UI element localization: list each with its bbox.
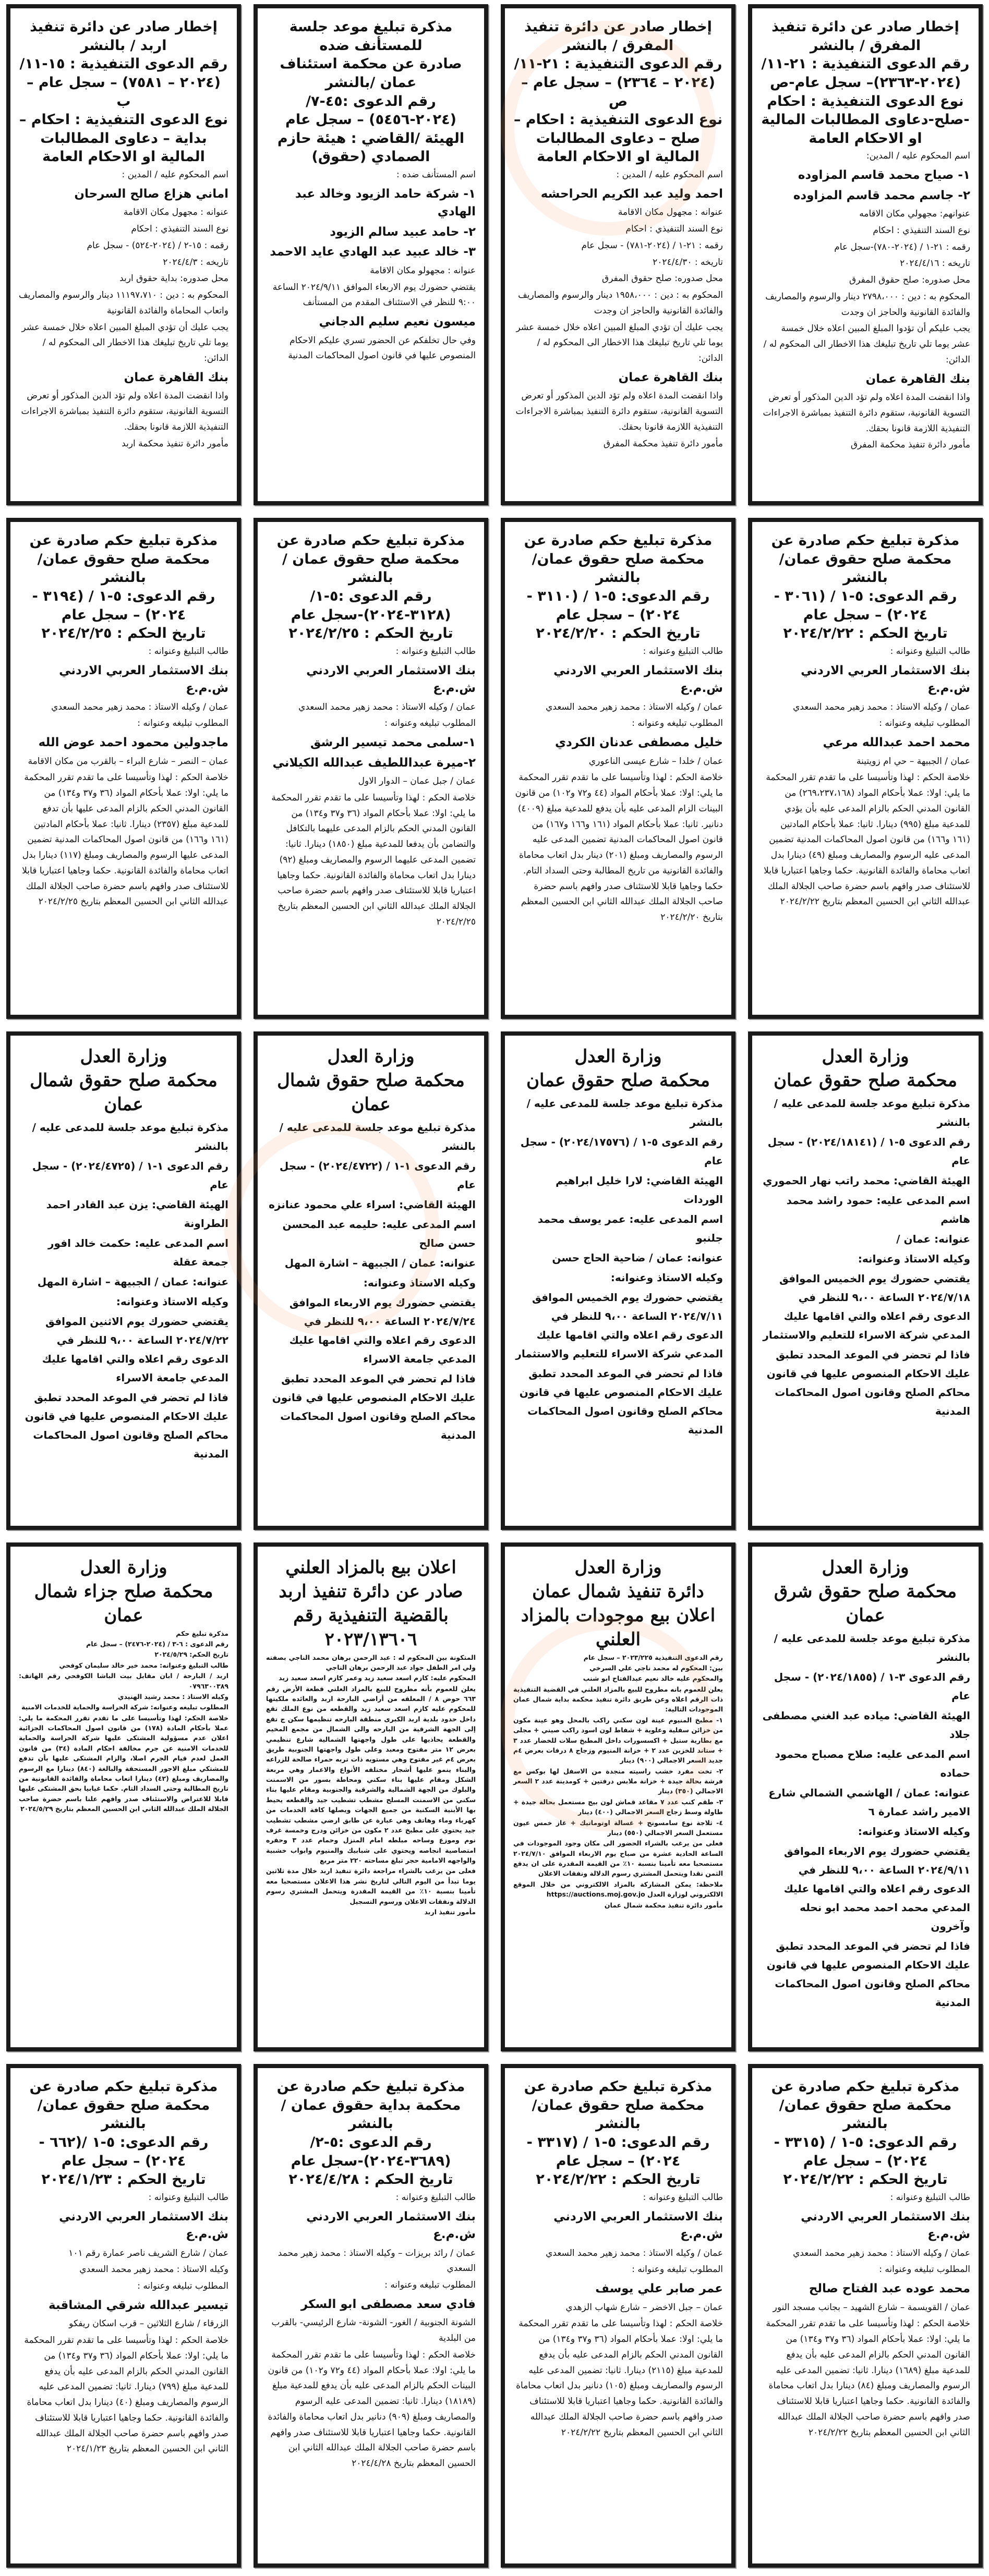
notice-heading: نوع الدعوى التنفيذية : احكام – صلح – دعاوى المطالبات المالية او الاحكام العامة [513,112,723,165]
notice-text: اسم المدعى عليه: عمر يوسف محمد جلنبو [537,1212,723,1244]
notice-text: يقتضي حضورك يوم الاثنين الموافق ٢٠٢٤/٧/٢٢ الساعة ٩،٠٠ للنظر في الدعوى رقم اعلاه والتي اقامها عليك المدعي جامعة الاسراء [42,1315,228,1384]
notice-party-name: محمد احمد عبدالله مرعي [823,736,970,749]
notice-heading: تاريخ الحكم : ٢٠٢٤/٢/٢٢ [783,625,948,642]
notice-text: خلاصة الحكم : لهذا وتأسيسا على ما تقدم تقرر المحكمة ما يلي: اولا: عملا بأحكام المواد (٤٤ و٧٢ و١٠٢) من قانون البينات الزام المدعى عليه بأن يدفع للمدعية مبلغ (٤٠٠٩) دنانير. ثانيا: عملا بأحكام المواد (١٦١ و١٦٦ و١٦٧) من قانون اصول المحاكمات المدنية تضمين المدعى عليه الرسوم والمصاريف ومبلغ (٢٠١) دينار بدل اتعاب محاماة والفائدة القانونية من تاريخ المطالبة وحتى السداد التام. حكما وجاهيا قابلا للاستئناف صدر وافهم باسم حضرة صاحب الجلالة الملك عبدالله الثاني ابن الحسين المعظم بتاريخ ٢٠٢٤/٢/٢٠ [515,772,723,922]
notice-heading: رقم الدعوى التنفيذية : ٢١-١١/ (٢٠٢٤-٢٣٦٣)– سجل عام-ص [761,56,970,91]
notice-small-text: يعلن للعموم بأنه مطروح للبيع بالمزاد العلني قطعة الأرض رقم ٦٦٣ حوض ٨ / المعلقه من أراضي البارحة اربد والعائده ملكيتها للمحكوم عليه كازم اسعد سعيد زيد والقطعه من نوع الملك تقع داخل حدود بلدية اربد الكبرى منطقة البارحه تنظيمها سكن ج تقع إلى الجهة الشرقية من البارحه والى الشمال من مجمع المخيم والقطعة يحاذيها على طول واجهتها الشمالية شارع تنظيمي بعرض ١٢ متر مفتوح ومعبد وعلى طول واجهتها الجنوبية طريق بعرض ٤م غير مفتوح وهي مستويه ذات تربه حمراء صالحة للزراعه والبناء ينمو عليها أشجار مختلفه الأنواع والاعمار وهي مربعة الشكل ومقام عليها بناء سكني ومحاطة بسور من الاسمنت والبلوك من الجهة الشمالية والشرقية والجنوبية ومقام عليها بناء سكني من الاسمنت المسلح مشطب تشطيب جيد والقطعه يحيط بها الأبنية السكنية من جميع الجهات ويصلها كافة الخدمات من كهرباء وماء وهاتف وهي عبارة عن طابق ارضي مشطب تشطيب جيد يحتوي على مطبخ عدد ٢ مكون من خزائن ودرج وخمسة غرف نوم وموزع وساحه مبلطه امام المنزل وحمام عدد ٣ وحفره امتصاصية انجاصه ويحتوي على شبابيك والمنيوم وابواب خشبية والواجهه الامامية حجر تبلغ مساحته ٢٢٠ متر مربع [266,1684,476,1865]
legal-notice [501,1031,735,1530]
notice-party-name: ٣- خالد عبيد عبد الهادي عايد الاحمد [270,245,476,259]
notice-text: يقتضي حضورك يوم الاربعاء الموافق ٢٠٢٤/٩/١١ الساعة ٩،٠٠ للنظر في الدعوى رقم اعلاه والتي اقامها عليك المدعي محمد احمد محمد ابو نحله وآخرون [783,1844,970,1933]
notice-text: عمان / الجبيهة – حي ام زويتينة [857,756,970,767]
notice-party-name: خليل مصطفى عدنان الكردي [554,736,723,749]
notice-text: فاذا لم تحضر في الموعد المحدد تطبق عليك الاحكام المنصوص عليها في قانون محاكم الصلح وقانون اصول المحاكمات المدنية [25,1391,228,1460]
notice-cell [495,514,742,1027]
notice-text: المطلوب تبليغه وعنوانه : [879,718,970,729]
notice-text: مذكرة تبليغ موعد جلسة للمدعى عليه / بالنشر [774,1097,970,1128]
notice-heading: نوع الدعوى التنفيذية : احكام – بداية – دعاوى المطالبات المالية او الاحكام العامة [19,112,228,165]
legal-notice [254,2064,488,2568]
notice-text: عمان / وكيله الاستاذ : محمد زهير محمد السعدي [793,701,970,712]
notice-small-text: مذكرة تبليغ حكم [176,1629,228,1637]
notice-small-text: تاريخ الحكم: ٢٠٢٤/٥/٢٩ [154,1650,228,1659]
notice-text: طالب التبليغ وعنوانه : [643,646,723,657]
notice-heading: مذكرة تبليغ حكم صادرة عن محكمة صلح حقوق عمان/بالنشر [524,532,713,586]
notice-heading: رقم الدعوى :٥-٢/ (٣٦٨٩-٢٠٢٤)-سجل عام [291,2134,451,2169]
notice-party-name: بنك القاهرة عمان [865,372,970,386]
notice-text: وكيله الاستاذ : محمد زهير محمد السعدي [79,2264,228,2275]
notice-text: خلاصة الحكم : لهذا وتأسيسا على ما تقدم تقرر المحكمة ما يلي: اولا: عملا بأحكام المواد (٣٦ و٣٧ و١٣٤) من القانون المدني الحكم بالزام المدعى عليها بأن تدفع للمدعية مبلغ (٢٣٥٧) دينارا. ثانيا: عملا بأحكام المادتين (١٦١ و١٦٦) من قانون اصول المحاكمات المدنية تضمين المدعى عليها الرسوم والمصاريف ومبلغ (١١٧) دينارا بدل اتعاب محاماة والفائدة القانونية. حكما وجاهيا اعتباريا قابلا للاستئناف صدر وافهم باسم حضرة صاحب الجلالة الملك عبدالله الثاني ابن الحسين المعظم بتاريخ ٢٠٢٤/٢/٢٥ [22,772,228,907]
notice-party-name: ١-سلمى محمد تيسير الرشق [310,736,476,749]
notice-text: رقمه : ٢١-١ / (٢٠٢٤-٧٨٠)-سجل عام [834,241,970,252]
notice-party-name: بنك القاهرة عمان [618,370,723,384]
notice-text: فاذا لم تحضر في الموعد المحدد تطبق عليك الاحكام المنصوص عليها في قانون محاكم الصلح وقانون اصول المحاكمات المدنية [272,1372,476,1441]
notice-text: محل صدوره: صلح حقوق المفرق [602,273,723,284]
notice-party-name: بنك الاستثمار العربي الاردني ش.م.ع [59,663,228,695]
notice-text: مأمور دائرة تنفيذ محكمة المفرق [850,440,970,451]
notice-text: رقم الدعوى ١-١ / (٢٠٢٤/٤٧٢٥) - سجل عام [32,1159,228,1191]
notice-text: عمان – جبل الاخضر – شارع شهاب الزهدي [565,2302,723,2313]
notice-party-name: بنك الاستثمار العربي الاردني ش.م.ع [553,663,723,695]
notice-text: محل صدوره: صلح حقوق المفرق [849,275,970,286]
notice-text: عنوانه : مجهولو مكان الاقامة [370,265,476,276]
notice-cell [0,1538,247,2060]
notice-text: الهيئة القاضي: يزن عبد القادر احمد الطراونة [46,1198,228,1230]
notice-title: اعلان بيع موجودات بالمزاد العلني [521,1605,716,1650]
notice-small-text: ٤- ثلاجة نوع سامسونج + غسالة اوتوماتيك + غاز خمس عيون مستعمل السعر الاجمالي (٥٥٠) دينار [513,1818,723,1837]
notice-text: عمان / وكيله الاستاذ : محمد زهير محمد السعدي [298,701,476,712]
notice-small-text: المحكوم عليه: كازم اسعد سعيد زيد وعمر كازم اسعد سعيد زيد [279,1674,476,1682]
notice-party-name: ماجدولين محمود احمد عوض الله [38,736,228,749]
notice-heading: رقم الدعوى: ٥-١ / (٣١١٠ - ٢٠٢٤) – سجل عام [526,588,710,623]
notice-title: محكمة صلح حقوق عمان [526,1070,710,1091]
legal-notice [6,2064,241,2568]
notice-small-text: اربد / البارحة / ابان مقابل بيت الباشا الكوفحي رقم الهاتف: ٠٧٩٦٣٠٠٣٨٩ [19,1672,228,1690]
notice-text: طالب التبليغ وعنوانه : [890,2192,970,2203]
legal-notice [748,518,983,1019]
notice-text: الزرقاء / شارع الثلاثين – قرب اسكان ريفكو [69,2318,228,2329]
legal-notice [748,4,983,505]
notice-cell [742,0,989,514]
notice-text: محل صدوره: بداية حقوق اربد [119,273,228,284]
legal-notice [6,4,241,505]
notice-heading: تاريخ الحكم : ٢٠٢٤/١/٢٣ [41,2171,206,2188]
notice-cell [247,514,495,1027]
notice-text: المطلوب تبليغه وعنوانه : [632,2264,723,2275]
legal-notice [254,1542,488,2051]
notice-text: رقمه : ٢١-١ / (٢٠٢٤-٧٨١) - سجل عام [581,240,723,251]
notice-text: نوع السند التنفيذي : احكام [873,225,970,236]
notice-title: وزارة العدل [822,1046,909,1067]
notice-text: يقتضي حضورك يوم الخميس الموافق ٢٠٢٤/٧/١١ الساعة ٩،٠٠ للنظر في الدعوى رقم اعلاه والتي اقامها عليك المدعي شركة الاسراء للتعليم والاستثمار [515,1291,723,1360]
notice-heading: رقم الدعوى: ٥-١ / (٣١٩٤ - ٢٠٢٤) – سجل عام [32,588,215,623]
notice-title: وزارة العدل [574,1046,662,1067]
notice-text: اسم المدعى عليه: حكمت خالد افور جمعة عقلة [48,1236,228,1268]
notice-title: وزارة العدل [822,1557,909,1578]
notice-text: وفي حال تخلفكم عن الحضور تسري عليكم الاحكام المنصوص عليها في قانون اصول المحاكمات المدنية [288,335,476,361]
notice-party-name: محمد عوده عبد الفتاح صالح [809,2282,970,2295]
notice-text: خلاصة الحكم : لهذا وتأسيسا على ما تقدم تقرر المحكمة ما يلي: اولا: عملا بأحكام المواد (٤٤ و٧٢ و١٠٢) من قانون البينات الحكم بالزام المدعى عليه بأن يدفع للمدعية مبلغ (١٨١٨٩) دينارا. ثانيا: تضمين المدعى عليه الرسوم والمصاريف ومبلغ (٩٠٩) دنانير بدل اتعاب محاماة والفائدة القانونية. حكما وجاهيا اعتباريا قابلا للاستئناف صدر وافهم باسم حضرة صاحب الجلالة الملك عبدالله الثاني ابن الحسين المعظم بتاريخ ٢٠٢٤/٤/٢٨ [268,2349,476,2469]
notice-party-name: بنك الاستثمار العربي الاردني ش.م.ع [59,2209,228,2241]
notice-title: محكمة صلح حقوق شمال عمان [30,1070,218,1115]
notice-text: المطلوب تبليغه وعنوانه : [137,718,228,729]
notice-text: المطلوب تبليغه وعنوانه : [384,718,476,729]
notice-heading: مذكرة تبليغ حكم صادرة عن محكمة بداية حقوق عمان / بالنشر [276,2079,465,2132]
notice-small-text: ١- مطبخ المنيوم عينة لون سكني راكب بالمحل وهو عينة مكون من خزائن سفلية وعلوية + شفاط لون اسود راكب صيني + مجلى مع بطارية ستيل + اكسسورات داخل المطبخ سلات للخضار عدد ٣ + ستاند للخزين عدد ٢ + خزانة المنيوم وزجاج ٨ درفات بعرض ٤م جديد السعر الاجمالي (٩٠٠) دينار [513,1716,723,1765]
notice-party-name: احمد وليد عبد الكريم الحراحشه [540,187,723,201]
legal-notice [501,1542,735,2051]
notice-cell [742,2060,989,2576]
notice-title: وزارة العدل [80,1557,167,1578]
notice-small-text: مأمور دائرة تنفيذ محكمة شمال عمان [604,1901,723,1909]
notice-text: المطلوب تبليغه وعنوانه : [632,718,723,729]
notice-text: واذا انقضت المدة اعلاه ولم تؤد الدين المذكور أو تعرض التسوية القانونية، ستقوم دائرة التنفيذ بمباشرة الاجراءات التنفيذية اللازمة قانونا بحقك. [763,392,970,434]
notice-text: خلاصة الحكم : لهذا وتأسيسا على ما تقدم تقرر المحكمة ما يلي: اولا: عملا بأحكام المواد (٢٦٩،٢٣٧،١٦٨) من القانون المدني الحكم بالزام المدعى عليه بأن يؤدي للمدعية مبلغ (٩٩٥) دينارا. ثانيا: عملا بأحكام المادتين (١٦١ و١٦٦) من قانون اصول المحاكمات المدنية تضمين المدعى عليه الرسوم والمصاريف ومبلغ (٤٩) دينارا بدل اتعاب محاماة والفائدة القانونية. حكما وجاهيا اعتباريا قابلا للاستئناف صدر وافهم باسم حضرة صاحب الجلالة الملك عبدالله الثاني ابن الحسين المعظم بتاريخ ٢٠٢٤/٢/٢٢ [764,772,970,907]
notice-cell [247,1538,495,2060]
notice-text: فاذا لم تحضر في الموعد المحدد تطبق عليك الاحكام المنصوص عليها في قانون محاكم الصلح وقانون اصول المحاكمات المدنية [766,1939,970,2009]
notice-text: طالب التبليغ وعنوانه : [395,2192,476,2203]
notice-text: وكيله الاستاذ وعنوانه: [858,1252,970,1265]
notice-title: محكمة صلح حقوق شرق عمان [774,1581,957,1626]
notice-title: محكمة صلح جزاء شمال عمان [34,1581,213,1626]
notice-text: وكيله الاستاذ وعنوانه: [858,1825,970,1838]
notice-text: عمان / القويسمة – شارع الشهيد – بجانب مسجد النور [773,2302,970,2313]
notice-party-name: ميسون نعيم سليم الدجاني [319,315,476,329]
notice-text: تاريخه : ٢٠٢٤/٤/١٦ [900,258,970,269]
notice-text: المطلوب تبليغه وعنوانه : [137,2281,228,2291]
notice-text: رقم الدعوى ٣-١ / (٢٠٢٤/١٨٥٥) - سجل عام [774,1670,970,1702]
notice-title: محكمة صلح حقوق شمال عمان [277,1070,465,1115]
notice-party-name: بنك القاهرة عمان [124,370,228,384]
legal-notice [6,1542,241,2051]
notice-heading: رقم الدعوى: ٥-١ /(٦٦٢ - ٢٠٢٤) – سجل عام [39,2134,209,2169]
notice-cell [742,514,989,1027]
notice-cell [247,2060,495,2576]
notice-heading: مذكرة تبليغ حكم صادرة عن محكمة صلح حقوق عمان/بالنشر [771,532,960,586]
notice-cell [0,0,247,514]
notice-party-name: بنك الاستثمار العربي الاردني ش.م.ع [306,663,476,695]
notice-title: اعلان بيع بالمزاد العلني صادر عن دائرة تنفيذ اربد بالقضية التنفيذية رقم [279,1557,463,1626]
notice-party-name: بنك الاستثمار العربي الاردني ش.م.ع [306,2209,476,2241]
notice-heading: إخطار صادر عن دائرة تنفيذ المفرق / بالنشر [524,19,712,54]
notice-heading: صادرة عن محكمة استئناف عمان /بالنشر [280,56,462,91]
notice-text: عمان – النصر – شارع البراء – بالقرب من مكان الاقامة [28,756,228,767]
notice-text: اسم المدعى عليه: حمود راشد محمد هاشم [786,1194,970,1225]
notice-text: عنوانه : مجهول مكان الاقامة [123,207,228,218]
notice-small-text: المتكونة بين المحكوم له : عبد الرحمن برهان محمد الناجي بصفته ولي امر الطفل جواد عبد الرحمن برهان الناجي [266,1653,476,1671]
notice-cell [495,1538,742,2060]
notice-text: رقم الدعوى ٥-١ / (٢٠٢٤/١٧٥٧٦) - سجل عام [520,1135,723,1167]
notice-heading: تاريخ الحكم : ٢٠٢٤/٢/٢٢ [536,2171,701,2188]
notice-party-name: ٢-ميرة عبداللطيف عبدالله الكيلاني [272,756,476,770]
notice-cell [742,1538,989,2060]
notice-title: ٢٠٢٣/١٣٦٠٦ [324,1629,417,1650]
notice-heading: رقم الدعوى :٤٥-٧/ (٢٠٢٤-٥٤٥٦) – سجل عام [285,93,456,128]
notice-text: اسم المحكوم عليه / المدين : [122,169,228,180]
notice-heading: الهيئة /القاضي : هيئة حازم الصمادي (حقوق) [277,130,465,165]
notice-text: وكيله الاستاذ وعنوانه: [610,1271,723,1284]
notice-cell [495,0,742,514]
notice-text: نوع السند التنفيذي : احكام [625,224,723,234]
notice-party-name: ١- شركة حامد الزيود وخالد عبد الهادي [295,187,476,219]
legal-notice [6,518,241,1019]
notice-text: وكيله الاستاذ وعنوانه: [363,1276,476,1289]
legal-notice [501,4,735,505]
notice-text: طالب التبليغ وعنوانه : [395,646,476,657]
notice-text: رقم الدعوى ٥-١ / (٢٠٢٤/١٨١٤١) - سجل عام [767,1135,970,1167]
notice-text: المحكوم به : دين : ٢٧٩٨،٠٠٠ دينار والرسوم والمصاريف والفائدة القانونية والحاجز ان وجدت [765,291,970,318]
notice-text: عمان / وكيله الاستاذ : محمد زهير محمد السعدي [51,701,228,712]
notice-party-name: بنك الاستثمار العربي الاردني ش.م.ع [801,2209,970,2241]
notice-heading: إخطار صادر عن دائرة تنفيذ المفرق / بالنشر [771,19,959,54]
notice-small-text: مأمور تنفيذ اربد [424,1907,476,1916]
notice-text: خلاصة الحكم : لهذا وتأسيسا على ما تقدم تقرر المحكمة ما يلي: اولا: عملا بأحكام المواد (٣٦ و٣٧ و١٣٤) من القانون المدني الحكم بالزام المدعى عليه بأن يدفع للمدعية مبلغ (٢١١٥) دينارا. ثانيا: تضمين المدعى عليه الرسوم والمصاريف ومبلغ (١٠٥) دنانير بدل اتعاب محاماة والفائدة القانونية. حكما وجاهيا اعتباريا قابلا للاستئناف صدر وافهم باسم حضرة صاحب الجلالة الملك عبدالله الثاني ابن الحسين المعظم بتاريخ ٢٠٢٤/٢/٢٢ [516,2318,723,2438]
notice-party-name: ٢- حامد عبيد سالم الزيود [330,225,476,239]
notice-title: محكمة صلح حقوق عمان [774,1070,957,1091]
notice-text: عمان / جبل عمان – الدوار الاول [358,776,476,786]
notice-text: يجب عليك أن تؤدي المبلغ المبين اعلاه خلال خمسة عشر يوما تلي تاريخ تبليغك هذا الاخطار الى المحكوم له / الدائن: [21,322,228,363]
notice-text: فاذا لم تحضر في الموعد المحدد تطبق عليك الاحكام المنصوص عليها في قانون محاكم الصلح وقانون اصول المحاكمات المدنية [519,1367,723,1436]
notice-title: وزارة العدل [80,1046,167,1067]
notice-cell [247,0,495,514]
notice-text: وكيله الاستاذ وعنوانه: [116,1295,228,1308]
notice-small-text: والمحكوم عليه خالد نعيم عبدالفتاح ابو شنب [583,1674,723,1683]
notice-party-name: ٢- جاسم محمد قاسم المزاوده [793,188,970,202]
notice-text: اسم المستأنف ضده : [396,169,476,180]
notice-title: وزارة العدل [574,1557,662,1578]
notice-text: مذكرة تبليغ موعد جلسة للمدعى عليه / بالنشر [279,1121,476,1152]
notice-text: عنوانهم: مجهولي مكان الاقامه [859,209,970,220]
notice-small-text: فعلى من يرغب بالشراء الحضور الى مكان وجود الموجودات في الساعة الحادية عشرة من صباح يوم الاربعاء الموافق ٢٠٢٤/٧/١٠ مستصحبا معه تأمينا بنسبة ١٠٪ من القيمة المقدرة على ان يدفع الثمن نقدا ويتحمل المشتري رسوم الدلالة ونفقات الاعلان [513,1839,723,1878]
legal-notice [254,518,488,1019]
notice-text: رقمه : ١٥-٢ / (٢٠٢٤-٥٢٤) - سجل عام [87,240,228,251]
notice-text: يجب عليكم أن تؤدوا المبلغ المبين اعلاه خلال خمسة عشر يوما تلي تاريخ تبليغك هذا الاخطار الى المحكوم له / الدائن: [763,323,970,365]
notice-heading: مذكرة تبليغ حكم صادرة عن محكمة صلح حقوق عمان/بالنشر [771,2079,960,2132]
notice-small-text: ملاحظة: يمكن المشاركة بالمزاد الالكتروني من خلال الموقع الالكتروني لوزارة العدل https://auctions.moj.gov.jo [513,1880,723,1899]
notice-text: عمان / وكيله الاستاذ : محمد زهير محمد السعدي [546,701,723,712]
notice-text: عنوانه: عمان / [896,1232,970,1245]
notice-heading: مذكرة تبليغ موعد جلسة للمستأنف ضده [289,19,453,54]
notice-text: تاريخه : ٢٠٢٤/٤/٣٠ [653,257,723,268]
notice-cell [742,1027,989,1538]
notice-heading: تاريخ الحكم : ٢٠٢٤/٤/٢٨ [288,2171,453,2188]
notice-cell [0,2060,247,2576]
notice-text: يجب عليك أن تؤدي المبلغ المبين اعلاه خلال خمسة عشر يوما تلي تاريخ تبليغك هذا الاخطار الى المحكوم له / الدائن: [516,322,723,363]
notice-text: عمان / شارع الشريف ناصر عمارة رقم ١٠١ [68,2247,228,2258]
notice-title: دائرة تنفيذ شمال عمان [532,1581,704,1602]
notice-heading: رقم الدعوى: ٥-١ / (٣٠٦١ - ٢٠٢٤) – سجل عام [774,588,957,623]
notice-text: طالب التبليغ وعنوانه : [148,646,228,657]
notice-small-text: يعلن للعموم بانه مطروح للبيع بالمزاد العلني في القضية التنفيذية ذات الرقم اعلاه وعن طريق دائرة تنفيذ محكمة بداية شمال عمان الموجودات التالية: [513,1685,723,1714]
notice-text: مذكرة تبليغ موعد جلسة للمدعى عليه / بالنشر [774,1632,970,1663]
notice-text: عمان / وكيله الاستاذ : محمد زهير محمد السعدي [793,2247,970,2258]
notice-text: يقتضي حضورك يوم الخميس الموافق ٢٠٢٤/٧/١٨ الساعة ٩،٠٠ للنظر في الدعوى رقم اعلاه والتي اقامها عليك المدعي شركة الاسراء للتعليم والاستثمار [763,1272,970,1341]
notice-text: طالب التبليغ وعنوانه : [890,646,970,657]
legal-notice [254,4,488,505]
notice-small-text: خلاصة الحكم: لهذا وتأسيسا على ما تقدم تقرر المحكمة ما يلي: عملا بأحكام المادة (١٧٨) من قانون اصول المحاكمات الجزائية اعلان عدم مسؤولية المشتكى عليها شركة الحراسة والحماية للخدمات الامنية عن جرم مخالفة احكام المادة (٣٤) من قانون العمل لعدم قيام الجرم اصلا، والزام المشتكى عليها بأن تدفع للمشتكي مبلغ الاجور المستحقة والبالغة (٨٤٠) دينارا مع الرسوم والمصاريف ومبلغ (٤٢) دينارا اتعاب محاماة والفائدة القانونية من تاريخ المطالبة وحتى السداد التام. حكما غيابيا بحق المشتكى عليها قابلا للاعتراض والاستئناف صدر وافهم علنا باسم حضرة صاحب الجلالة الملك عبدالله الثاني ابن الحسين المعظم بتاريخ ٢٠٢٤/٥/٢٩ [19,1714,229,1813]
notice-text: رقم الدعوى ١-١ / (٢٠٢٤/٤٧٢٢) - سجل عام [279,1159,476,1191]
notice-text: المحكوم به : دين : ١١١٩٧،٧١٠ دينار والرسوم والمصاريف واتعاب المحاماة والفائدة القانونية [19,290,228,316]
legal-notice [254,1031,488,1530]
notice-party-name: اماني هزاع صالح السرحان [74,187,228,201]
notice-party-name: فادي سعد مصطفى ابو السكر [300,2297,476,2311]
notice-cell [495,1027,742,1538]
notice-text: الشونة الجنوبية / الغور- الشونة- شارع الرئيسي- بالقرب من البلدية [271,2317,476,2343]
notice-small-text: وكيله الاستاذ : محمد رشيد الهنيدي [118,1692,228,1700]
notice-text: نوع السند التنفيذي : احكام [131,224,228,234]
notice-small-text: طالب التبليغ وعنوانه: محمد خير خالد سليمان كوفحي [59,1661,228,1669]
legal-notice [6,1031,241,1530]
notice-heading: تاريخ الحكم : ٢٠٢٤/٢/٢٥ [41,625,206,642]
notice-text: عمان / رائد بريزات – وكيله الاستاذ : محمد زهير محمد السعدي [278,2247,476,2274]
notice-cell [495,2060,742,2576]
notice-text: خلاصة الحكم : لهذا وتأسيسا على ما تقدم تقرر المحكمة ما يلي: اولا: عملا بأحكام المواد (٣٦ و٣٧ و١٣٤) من القانون المدني الحكم بالزام المدعى عليه بأن يدفع للمدعية مبلغ (١٦٨٩) دينارا. ثانيا: تضمين المدعى عليه الرسوم والمصاريف ومبلغ (٨٤) دينارا بدل اتعاب محاماة والفائدة القانونية. حكما وجاهيا اعتباريا قابلا للاستئناف صدر وافهم باسم حضرة صاحب الجلالة الملك عبدالله الثاني ابن الحسين المعظم بتاريخ ٢٠٢٤/٢/٢٢ [766,2318,970,2438]
legal-notice [748,1031,983,1530]
notice-small-text: رقم الدعوى التنفيذية ٢٠٢٣/٢٢٥ – سجل عام [583,1653,723,1661]
notice-text: عنوانه : مجهول مكان الاقامة [618,207,723,218]
notice-heading: مذكرة تبليغ حكم صادرة عن محكمة صلح حقوق عمان / بالنشر [276,532,465,586]
notice-party-name: ١- صياح محمد قاسم المزاوده [798,168,970,183]
notice-text: المحكوم به : دين : ١٩٥٨،٠٠٠ دينار والرسوم والمصاريف والفائدة القانونية والحاجز ان وجدت [518,290,723,316]
notice-heading: تاريخ الحكم : ٢٠٢٤/٢/٢٥ [288,625,453,642]
notice-text: اسم المدعى عليه: صلاح مصباح محمود حماده [775,1747,970,1779]
notice-heading: نوع الدعوى التنفيذية : احكام -صلح-دعاوى المطالبات المالية او الاحكام العامة [761,93,970,147]
notice-text: اسم المحكوم عليه / المدين : [616,169,723,180]
notice-cell [0,514,247,1027]
notice-text: تاريخه : ٢٠٢٤/٤/٣ [163,257,228,268]
notice-text: عمان / وكيله الاستاذ : محمد زهير محمد السعدي [546,2247,723,2258]
notice-heading: رقم الدعوى: ٥-١ / (٣٣١٧ - ٢٠٢٤) – سجل عام [526,2134,710,2169]
notice-text: خلاصة الحكم : لهذا وتأسيسا على ما تقدم تقرر المحكمة ما يلي: اولا: عملا بأحكام المواد (٣٦ و٣٧ و١٣٤) من القانون المدني الحكم بالزام المدعى عليه بأن يدفع للمدعية مبلغ (٧٩٩) دينارا. ثانيا: تضمين المدعى عليه الرسوم والمصاريف ومبلغ (٤٠) دينارا بدل اتعاب محاماة والفائدة القانونية. حكما وجاهيا اعتباريا قابلا للاستئناف صدر وافهم باسم حضرة صاحب الجلالة الملك عبدالله الثاني ابن الحسين المعظم بتاريخ ٢٠٢٤/١/٢٣ [24,2335,228,2455]
notice-text: مذكرة تبليغ موعد جلسة للمدعى عليه / بالنشر [32,1121,228,1152]
notice-heading: مذكرة تبليغ حكم صادرة عن محكمة صلح حقوق عمان/بالنشر [29,2079,218,2132]
notice-heading: مذكرة تبليغ حكم صادرة عن محكمة صلح حقوق عمان/بالنشر [29,532,218,586]
notice-text: اسم المدعى عليه: حليمه عبد المحسن حسن صالح [282,1218,476,1249]
notice-title: وزارة العدل [327,1046,415,1067]
notice-heading: تاريخ الحكم : ٢٠٢٤/٢/٢٢ [783,2171,948,2188]
notice-text: عنوانه: عمان / الجبيهة – اشارة المهل [284,1256,476,1269]
notice-text: خلاصة الحكم : لهذا وتأسيسا على ما تقدم تقرر المحكمة ما يلي: اولا: عملا بأحكام المواد (٣٦ و٣٧ و١٣٤) من القانون المدني الحكم بالزام المدعى عليهما بالتكافل والتضامن بأن يدفعا للمدعية مبلغ (١٨٥٠) دينارا. ثانيا: تضمين المدعى عليهما الرسوم والمصاريف ومبلغ (٩٢) دينارا بدل اتعاب محاماة والفائدة القانونية. حكما وجاهيا اعتباريا قابلا للاستئناف صدر وافهم باسم حضرة صاحب الجلالة الملك عبدالله الثاني ابن الحسين المعظم بتاريخ ٢٠٢٤/٢/٢٥ [271,792,476,927]
notice-small-text: رقم الدعوى : ٦-٣ / (٢٠٢٤-٢٤٧٦) – سجل عام [86,1640,228,1648]
notice-text: يقتضي حضورك يوم الاربعاء الموافق ٢٠٢٤/٧/٢٤ الساعة ٩،٠٠ للنظر في الدعوى رقم اعلاه والتي اقامها عليك المدعي جامعة الاسراء [289,1296,476,1365]
notice-heading: رقم الدعوى: ٥-١ / (٣٣١٥ - ٢٠٢٤) – سجل عام [774,2134,957,2169]
notice-party-name: بنك الاستثمار العربي الاردني ش.م.ع [801,663,970,695]
notice-party-name: تيسير عبدالله شرقي المشاقبة [48,2298,228,2312]
notice-text: واذا انقضت المدة اعلاه ولم تؤد الدين المذكور أو تعرض التسوية القانونية، ستقوم دائرة التنفيذ بمباشرة الاجراءات التنفيذية اللازمة قانونا بحقك. [515,391,723,432]
notice-text: عنوانه: عمان / ضاحية الحاج حسن [552,1251,723,1264]
notice-text: طالب التبليغ وعنوانه : [148,2192,228,2203]
legal-notice [501,518,735,1019]
notice-text: اسم المحكوم عليه / المدين: [866,151,970,162]
notice-text: المطلوب تبليغه وعنوانه : [384,2280,476,2290]
notice-text: الهيئة القاضي: لارا خليل ابراهيم الوردات [556,1174,723,1206]
notice-text: الهيئة القاضي: مياده عبد الغني مصطفى جلاد [762,1709,970,1741]
notice-text: عنوانه: عمان / الجبيهة – اشارة المهل [37,1275,228,1288]
notice-heading: رقم الدعوى التنفيذية : ١٥-١١/ (٢٠٢٤ – ٧٥٨١) – سجل عام – ب [19,56,228,110]
notice-heading: إخطار صادر عن دائرة تنفيذ اربد / بالنشر [30,19,218,54]
notice-text: الهيئة القاضي: اسراء علي محمود عنانزه [269,1198,476,1211]
notice-text: فاذا لم تحضر في الموعد المحدد تطبق عليك الاحكام المنصوص عليها في قانون محاكم الصلح وقانون اصول المحاكمات المدنية [766,1348,970,1417]
legal-notice [748,1542,983,2051]
notice-text: مأمور دائرة تنفيذ محكمة اربد [122,438,228,449]
notice-small-text: فعلى من يرغب بالشراء مراجعة دائرة تنفيذ اربد خلال مدة ثلاثين يوما تبدأ من اليوم التالي لتاريخ نشر هذا الاعلان مستصحبا معه تأمينا بنسبة ١٠٪ من القيمة المقدرة ويتحمل المشتري رسوم الدلالة ونفقات الاعلان ورسوم التسجيل [266,1867,476,1905]
notice-heading: رقم الدعوى التنفيذية : ٢١-١١/ (٢٠٢٤ – ٢٣٦٤) – سجل عام – ص [514,56,722,110]
notice-small-text: بين: المحكوم له محمد ناجي علي السرخي [589,1663,723,1672]
notice-party-name: بنك الاستثمار العربي الاردني ش.م.ع [553,2209,723,2241]
notice-text: مأمور دائرة تنفيذ محكمة المفرق [603,438,723,449]
notice-heading: تاريخ الحكم : ٢٠٢٤/٢/٢٠ [536,625,701,642]
notice-small-text: ٢- تخت مفرد خشب راسيته منجدة من الاسفل لها بوكس مع فرشة بحالة جيدة + خزانة ملابس درفتين + كومدينة عدد ٢ السعر الاجمالي (٣٥٠) دينار [513,1767,723,1795]
notice-party-name: عمر صابر علي يوسف [595,2282,723,2295]
legal-notice [501,2064,735,2568]
notice-cell [0,1027,247,1538]
notice-small-text: المطلوب تبليغه وعنوانه: شركة الحراسة والحماية للخدمات الامنية [21,1703,228,1711]
notice-heading: رقم الدعوى :٥-١/ (٣١٢٨-٢٠٢٤)-سجل عام [291,588,451,623]
notice-text: مذكرة تبليغ موعد جلسة للمدعى عليه / بالنشر [526,1097,723,1128]
notice-text: واذا انقضت المدة اعلاه ولم تؤد الدين المذكور أو تعرض التسوية القانونية، ستقوم دائرة التنفيذ بمباشرة الاجراءات التنفيذية اللازمة قانونا بحقك. [21,391,228,432]
notice-text: الهيئة القاضي: محمد راتب نهار الحموري [763,1174,970,1187]
notice-text: طالب التبليغ وعنوانه : [643,2192,723,2203]
notice-cell [247,1027,495,1538]
notice-heading: مذكرة تبليغ حكم صادرة عن محكمة صلح حقوق عمان/بالنشر [524,2079,713,2132]
notice-text: عنوانه: عمان / الهاشمي الشمالي شارع الامير راشد عمارة ٦ [768,1786,970,1818]
notice-small-text: ٣- طقم كنب عدد ٧ مقاعد قماش لون بيج مستعمل بحالة جيدة + طاولة وسط زجاج السعر الاجمالي (٤٠٠) دينار [513,1797,723,1816]
notice-text: يقتضي حضورك يوم الاربعاء الموافق ٢٠٢٤/٩/١١ الساعة ٩:٠٠ للنظر في الاستئناف المقدم من المستأنف [272,282,476,308]
notice-text: عمان / خلدا – شارع عيسى الناعوري [588,756,723,767]
notice-text: المطلوب تبليغه وعنوانه : [879,2264,970,2275]
legal-notice [748,2064,983,2568]
